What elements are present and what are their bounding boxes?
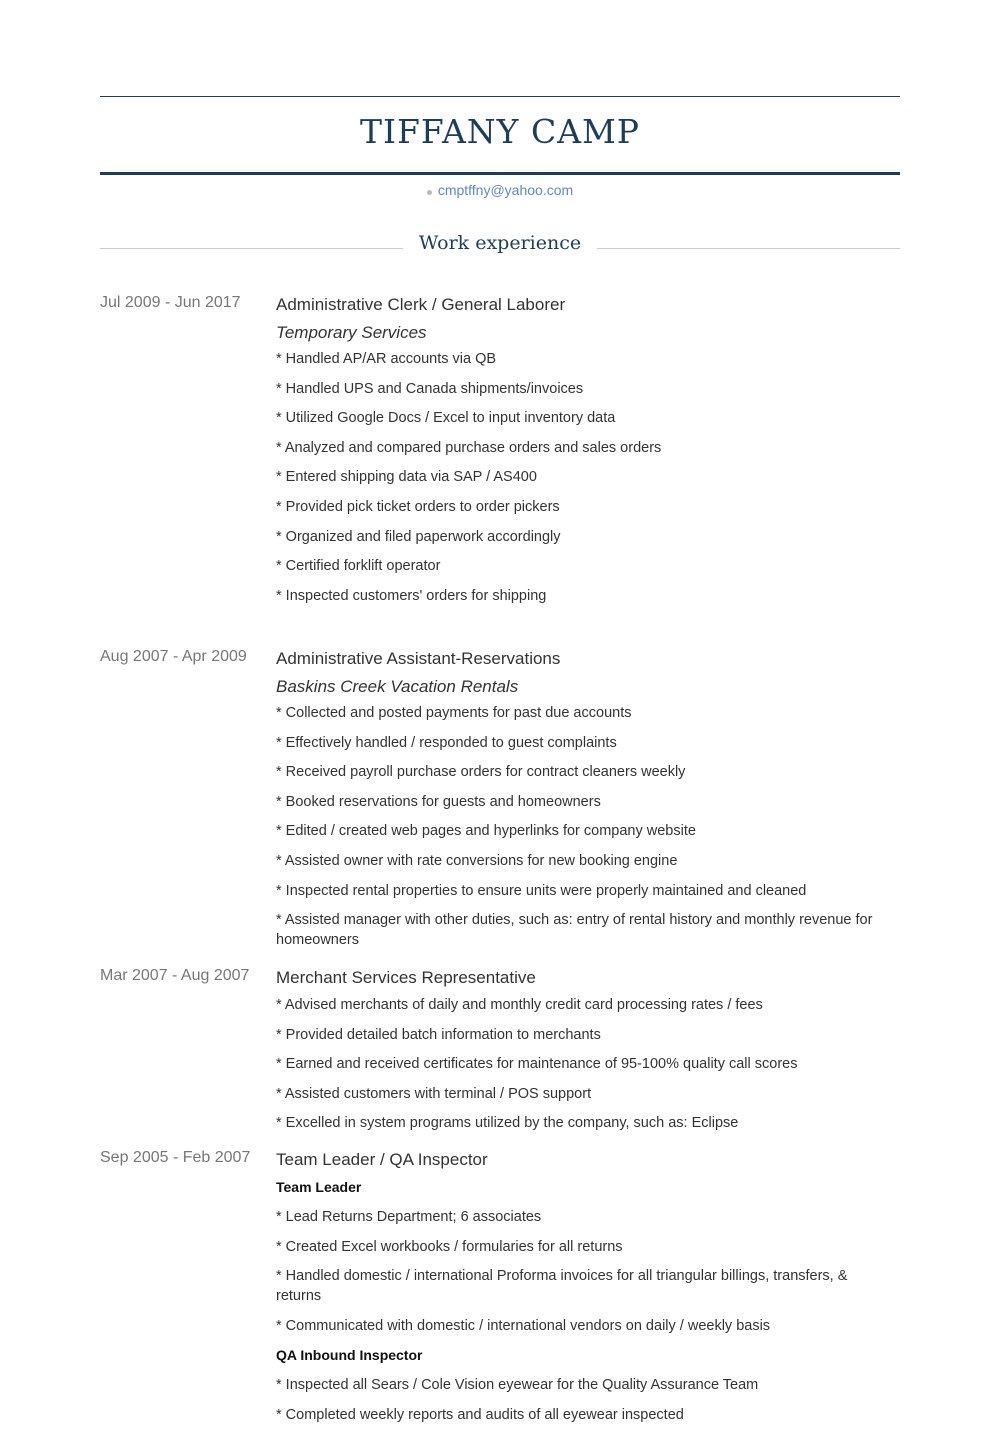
job-bullet: * Created Excel workbooks / formularies for all returns — [276, 1238, 623, 1255]
job-bullets — [276, 1207, 886, 1336]
contact-line — [100, 182, 900, 198]
job-bullet: * Utilized Google Docs / Excel to input inventory data — [276, 410, 616, 427]
job-bullets — [276, 349, 886, 606]
job-dates: Mar 2007 - Aug 2007 — [100, 967, 250, 984]
job-dates: Sep 2005 - Feb 2007 — [100, 1149, 251, 1166]
job-bullet: * Communicated with domestic / international vendors on daily / weekly basis — [276, 1317, 771, 1334]
job-role: Administrative Clerk / General Laborer — [276, 295, 566, 314]
job-bullet: * Advised merchants of daily and monthly credit card processing rates / fees — [276, 997, 763, 1013]
job-bullet: * Entered shipping data via SAP / AS400 — [276, 469, 537, 486]
job-bullets — [276, 995, 886, 1133]
job-bullet: * Lead Returns Department; 6 associates — [276, 1209, 542, 1225]
job-bullet: * Excelled in system programs utilized by the company, such as: Eclipse — [276, 1115, 739, 1132]
job-bullet: * Assisted manager with other duties, such as: entry of rental history and monthly revenue for homeowners — [276, 912, 873, 949]
job-bullet: * Handled AP/AR accounts via QB — [276, 351, 497, 367]
job-role: Team Leader / QA Inspector — [276, 1150, 488, 1169]
job-bullets — [276, 703, 886, 950]
job-bullet: * Received payroll purchase orders for contract cleaners weekly — [276, 764, 686, 781]
job-content — [276, 648, 886, 960]
job-company: Temporary Services — [276, 323, 427, 342]
job-bullet: * Assisted owner with rate conversions for new booking engine — [276, 852, 678, 869]
job-bullet: * Assisted customers with terminal / POS support — [276, 1085, 592, 1102]
job-bullet: * Effectively handled / responded to guest complaints — [276, 734, 617, 751]
job-bullet: * Provided pick ticket orders to order pickers — [276, 498, 560, 515]
job-company: Baskins Creek Vacation Rentals — [276, 677, 519, 696]
job-bullet: * Inspected rental properties to ensure units were properly maintained and cleaned — [276, 882, 807, 899]
job-dates: Aug 2007 - Apr 2009 — [100, 648, 247, 665]
job-bullet: * Handled domestic / international Proforma invoices for all triangular billings, transfers, & returns — [276, 1268, 848, 1305]
email-link[interactable]: cmptffny@yahoo.com — [437, 182, 574, 198]
job-bullet: * Earned and received certificates for maintenance of 95-100% quality call scores — [276, 1056, 798, 1073]
job-content — [276, 1149, 886, 1435]
header-top-rule — [100, 96, 900, 97]
section-title: Work experience — [418, 232, 582, 254]
job-bullet: * Completed weekly reports and audits of all eyewear inspected — [276, 1406, 684, 1423]
job-bullet: * Organized and filed paperwork accordingly — [276, 528, 561, 545]
job-content — [276, 294, 886, 615]
subsection-heading: QA Inbound Inspector — [276, 1347, 423, 1364]
job-role: Administrative Assistant-Reservations — [276, 649, 561, 668]
job-bullet: * Inspected all Sears / Cole Vision eyewear for the Quality Assurance Team — [276, 1377, 759, 1394]
job-bullet: * Handled UPS and Canada shipments/invoices — [276, 380, 584, 397]
job-bullets — [276, 1375, 886, 1425]
job-bullet: * Edited / created web pages and hyperlinks for company website — [276, 823, 696, 840]
job-content — [276, 967, 886, 1143]
candidate-name: TIFFANY CAMP — [359, 112, 641, 151]
subsection-heading: Team Leader — [276, 1179, 362, 1195]
job-bullet: * Inspected customers' orders for shipping — [276, 587, 547, 604]
job-bullet: * Booked reservations for guests and homeowners — [276, 793, 601, 810]
job-bullet: * Provided detailed batch information to merchants — [276, 1026, 601, 1043]
job-bullet: * Collected and posted payments for past due accounts — [276, 705, 632, 721]
job-bullet: * Analyzed and compared purchase orders and sales orders — [276, 439, 662, 456]
job-dates: Jul 2009 - Jun 2017 — [100, 294, 241, 311]
job-role: Merchant Services Representative — [276, 968, 536, 987]
work-experience-heading — [100, 232, 900, 262]
bullet-dot-icon — [427, 190, 432, 195]
job-bullet: * Certified forklift operator — [276, 558, 441, 575]
header-bottom-rule — [100, 172, 900, 175]
